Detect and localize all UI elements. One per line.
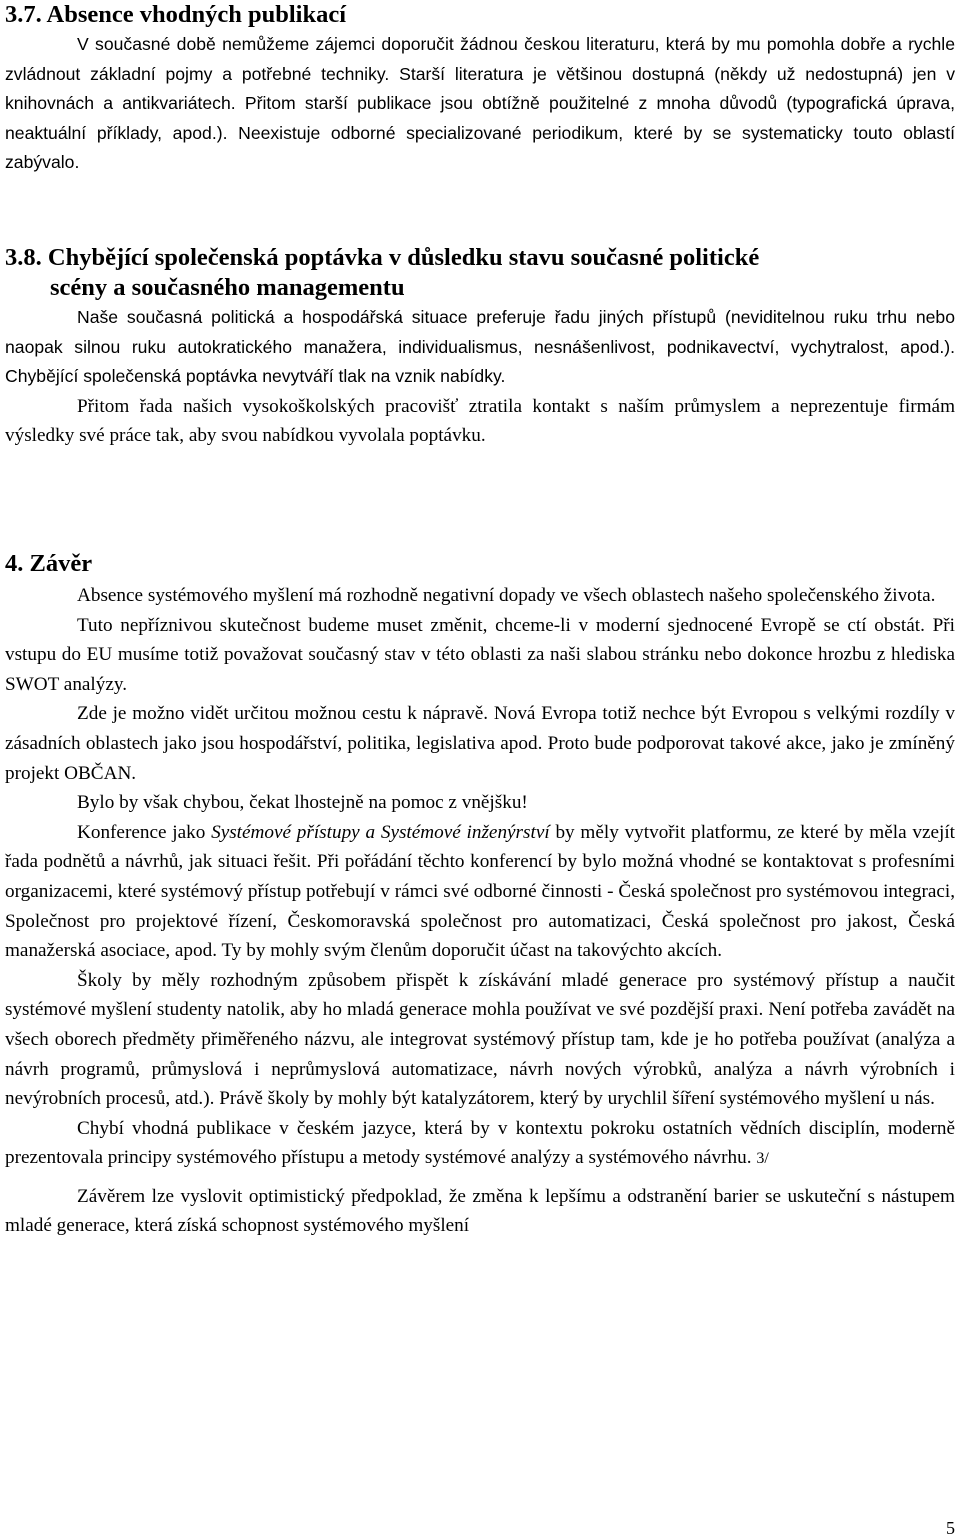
page-number: 5 [946,1518,955,1538]
paragraph [5,1114,955,1174]
paragraph: V současné době nemůžeme zájemci doporučit žádnou českou literaturu, která by mu pomohla dobře a rychle zvládnout základní pojmy a potřebné techniky. Starší literatura je většinou dostupná (někdy už nedostupná) jen v knihovnách a antikvariátech. Přitom starší publikace jsou obtížně použitelné z mnoha důvodů (typografická úprava, neaktuální příklady, apod.). Neexistuje odborné specializované periodikum, které by se systematicky touto oblastí zabývalo. [5,34,955,173]
paragraph: Přitom řada našich vysokoškolských pracovišť ztratila kontakt s naším průmyslem a neprezentuje firmám výsledky své práce tak, aby svou nabídkou vyvolala poptávku. [5,395,955,447]
paragraph: Absence systémového myšlení má rozhodně negativní dopady ve všech oblastech našeho společenského života. [77,585,936,606]
section-3-7 [5,0,955,178]
paragraph: Závěrem lze vyslovit optimistický předpoklad, že změna k lepšímu a odstranění barier se uskuteční s nástupem mladé generace, která získá schopnost systémového myšlení [5,1185,955,1237]
paragraph: Školy by měly rozhodným způsobem přispět k získávání mladé generace pro systémový přístup a naučit systémové myšlení studenty natolik, aby ho mladá generace mohla používat ve své pozdější praxi. Není potřeba zavádět na všech oborech předměty přiměřeného názvu, ale integrovat systémový přístup tam, kde je ho potřeba používat (analýza a návrh programů, průmyslová i neprůmyslová automatizace, návrh nových výrobků, analýza a návrh výrobních i nevýrobních procesů, atd.). Právě školy by mohly být katalyzátorem, který by urychlil šíření systémového myšlení u nás. [5,969,955,1110]
heading-line-1: 3.8. Chybějící společenská poptávka v důsledku stavu současné politické [5,244,760,271]
paragraph: Bylo by však chybou, čekat lhostejně na pomoc z vnějšku! [77,792,528,814]
section-heading [5,243,955,303]
reference-marker: 3/ [756,1150,769,1168]
paragraph: Zde je možno vidět určitou možnou cestu k nápravě. Nová Evropa totiž nechce být Evropou s velkými rozdíly v zásadních oblastech jako jsou hospodářství, politika, legislativa apod. Proto bude podporovat takové akce, jako je zmíněný projekt OBČAN. [5,703,955,784]
conference-name: Systémové přístupy a Systémové inženýrství [211,821,550,843]
section-heading: 4. Závěr [5,550,93,577]
text-run: Konference jako [77,821,212,843]
section-heading: 3.7. Absence vhodných publikací [5,1,347,28]
section-3-8 [5,243,955,451]
text-run: Chybí vhodná publikace v českém jazyce, která by v kontextu pokroku ostatních vědních disciplín, moderně prezentovala principy systémového přístupu a metody systémové analýzy a systémového návrhu. [5,1117,955,1169]
text-run: by měly vytvořit platformu, ze které by měla vzejít řada podnětů a návrhů, jak situaci řešit. Při pořádání těchto konferencí by bylo možná vhodné se kontaktovat s profesními organizacemi, které systémový přístup potřebují v rámci své odborné činnosti - Česká společnost pro systémovou integraci, Společnost pro projektové řízení, Českomoravská společnost pro automatizaci, Česká společnost pro jakost, Česká manažerská asociace, apod. Ty by mohly svým členům doporučit účast na takovýchto akcích. [5,821,955,962]
paragraph: Naše současná politická a hospodářská situace preferuje řadu jiných přístupů (neviditelnou ruku trhu nebo naopak silnou ruku autokratického manažera, individualismus, nesnášenlivost, podnikavectví, vychytralost, apod.). Chybějící společenská poptávka nevytváří tlak na vznik nabídky. [5,307,955,387]
paragraph: Tuto nepříznivou skutečnost budeme muset změnit, chceme-li v moderní sjednocené Evropě se ctí obstát. Při vstupu do EU musíme totiž považovat současný stav v této oblasti za naši slabou stránku nebo dokonce hrozbu z hlediska SWOT analýzy. [5,614,955,695]
section-4-conclusion [5,549,955,1241]
heading-line-2: scény a současného managementu [50,274,405,301]
paragraph [5,818,955,966]
